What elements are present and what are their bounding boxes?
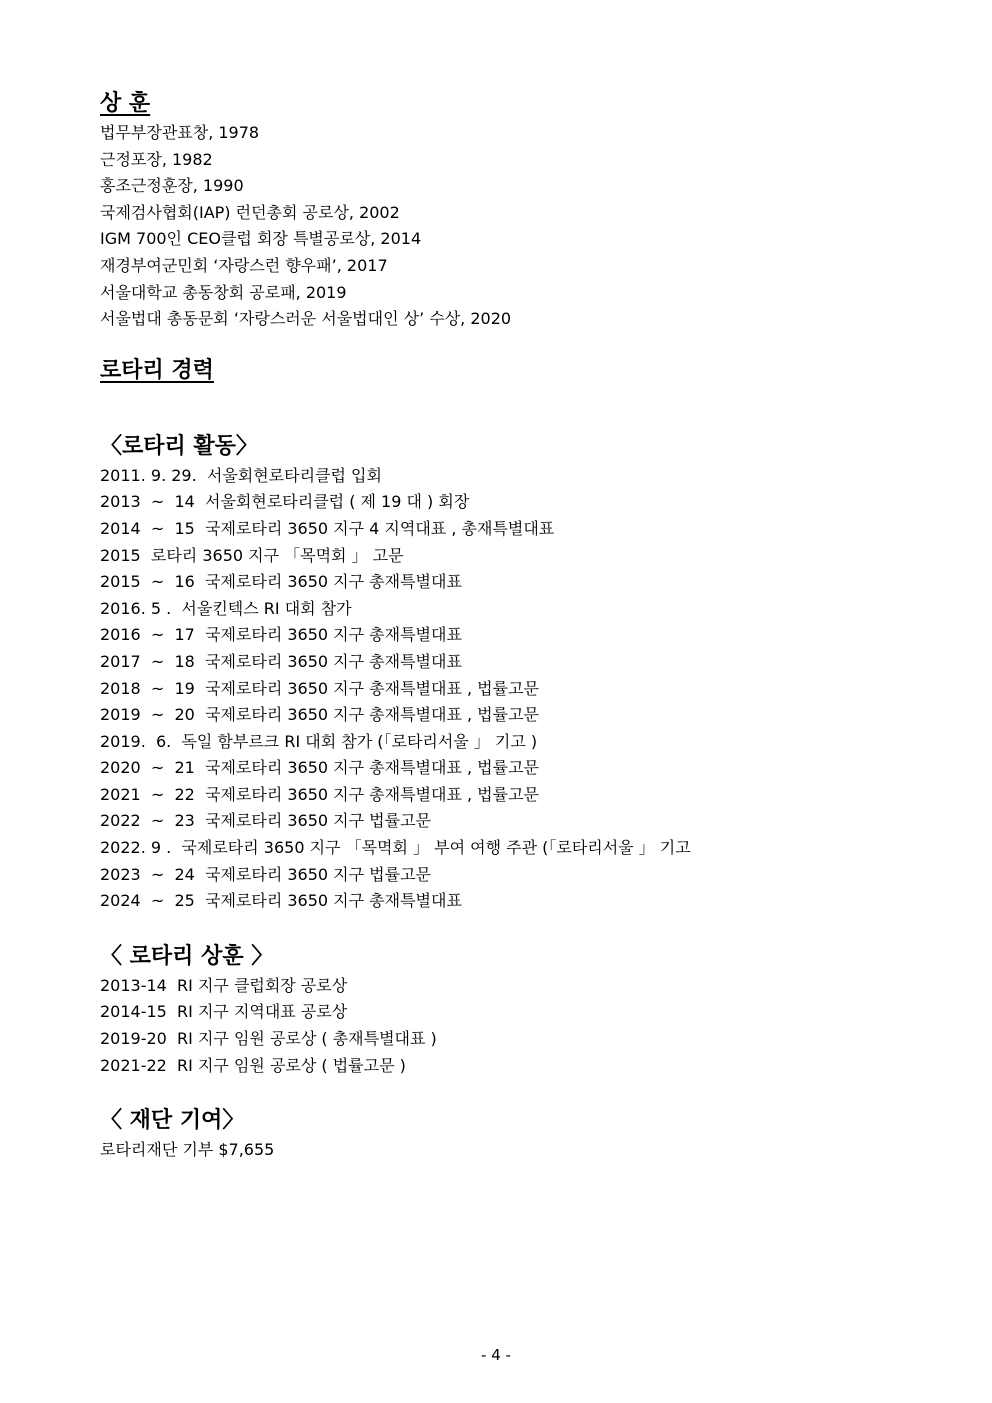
awards-item: 재경부여군민회 ‘자랑스런 향우패’, 2017	[100, 255, 388, 275]
activity-item: 2014 ~ 15 국제로타리 3650 지구 4 지역대표 , 총재특별대표	[100, 518, 555, 538]
activity-item: 2011. 9. 29. 서울회현로타리클럽 입회	[100, 465, 382, 485]
awards-heading: 상 훈	[100, 91, 151, 116]
activity-item: 2022. 9 . 국제로타리 3650 지구 「목멱회 」 부여 여행 주관 (「로타리서울 」 기고	[100, 838, 691, 858]
rotary-award-item: 2014-15 RI 지구 지역대표 공로상	[100, 1002, 348, 1022]
awards-item: IGM 700인 CEO클럽 회장 특별공로상, 2014	[100, 229, 422, 249]
rotary-award-item: 2019-20 RI 지구 임원 공로상 ( 총재특별대표 )	[100, 1029, 437, 1049]
activity-item: 2016 ~ 17 국제로타리 3650 지구 총재특별대표	[100, 625, 462, 645]
activity-item: 2018 ~ 19 국제로타리 3650 지구 총재특별대표 , 법률고문	[100, 678, 539, 698]
foundation-item: 로타리재단 기부 $7,655	[100, 1140, 275, 1160]
document-page	[100, 88, 920, 1164]
awards-list	[100, 120, 920, 333]
activity-item: 2013 ~ 14 서울회현로타리클럽 ( 제 19 대 ) 회장	[100, 492, 470, 512]
spacer	[100, 333, 920, 355]
foundation-contribution-list	[100, 1137, 920, 1164]
awards-item: 서울법대 총동문회 ‘자랑스러운 서울법대인 상’ 수상, 2020	[100, 309, 512, 329]
rotary-career-heading: 로타리 경력	[100, 357, 214, 383]
rotary-awards-heading: 〈 로타리 상훈 〉	[100, 943, 274, 969]
awards-item: 법무부장관표창, 1978	[100, 123, 260, 142]
spacer	[100, 915, 920, 941]
rotary-activities-heading: 〈로타리 활동〉	[100, 433, 258, 459]
rotary-awards-list	[100, 973, 920, 1079]
activity-item: 2016. 5 . 서울킨텍스 RI 대회 참가	[100, 598, 352, 618]
activity-item: 2015 ~ 16 국제로타리 3650 지구 총재특별대표	[100, 572, 462, 592]
activity-item: 2019 ~ 20 국제로타리 3650 지구 총재특별대표 , 법률고문	[100, 705, 539, 725]
awards-item: 근정포장, 1982	[100, 149, 213, 169]
activity-item: 2024 ~ 25 국제로타리 3650 지구 총재특별대표	[100, 891, 462, 911]
activity-item: 2017 ~ 18 국제로타리 3650 지구 총재특별대표	[100, 651, 462, 671]
awards-item: 서울대학교 총동창회 공로패, 2019	[100, 282, 347, 302]
spacer	[100, 1079, 920, 1105]
activity-item: 2023 ~ 24 국제로타리 3650 지구 법률고문	[100, 864, 431, 884]
page-number: - 4 -	[481, 1346, 511, 1364]
activity-item: 2022 ~ 23 국제로타리 3650 지구 법률고문	[100, 811, 431, 831]
awards-item: 국제검사협회(IAP) 런던총회 공로상, 2002	[100, 202, 400, 222]
awards-item: 홍조근정훈장, 1990	[100, 176, 244, 196]
rotary-award-item: 2013-14 RI 지구 클럽회장 공로상	[100, 975, 348, 995]
activity-item: 2021 ~ 22 국제로타리 3650 지구 총재특별대표 , 법률고문	[100, 784, 539, 804]
rotary-activities-list	[100, 463, 920, 915]
foundation-contribution-heading: 〈 재단 기여〉	[100, 1108, 245, 1134]
spacer	[100, 387, 920, 431]
activity-item: 2019. 6. 독일 함부르크 RI 대회 참가 (「로타리서울 」 기고 )	[100, 731, 538, 751]
rotary-award-item: 2021-22 RI 지구 임원 공로상 ( 법률고문 )	[100, 1055, 406, 1075]
activity-item: 2015 로타리 3650 지구 「목멱회 」 고문	[100, 545, 404, 565]
activity-item: 2020 ~ 21 국제로타리 3650 지구 총재특별대표 , 법률고문	[100, 758, 539, 778]
